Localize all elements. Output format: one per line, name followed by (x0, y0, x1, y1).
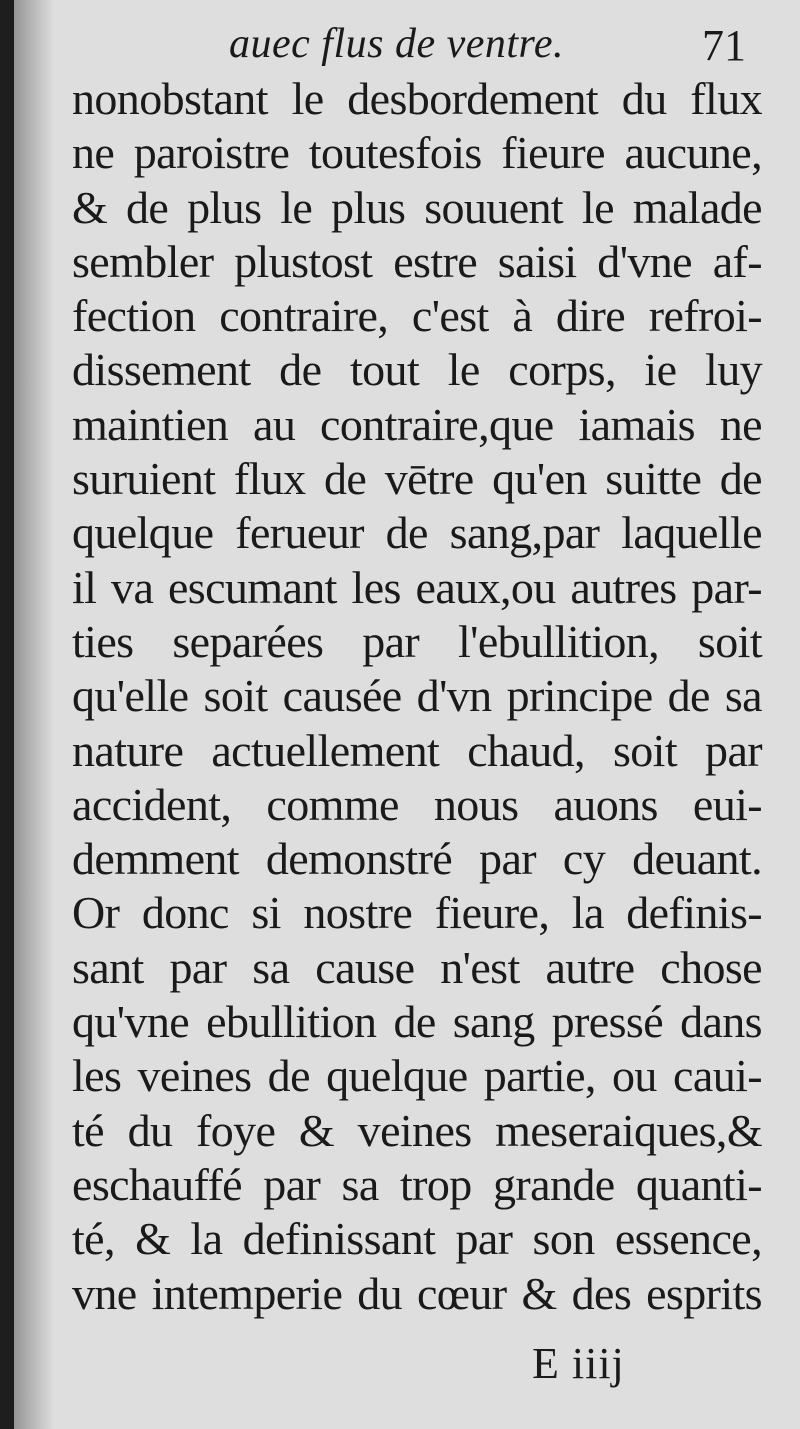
text-line: fection contraire, c'est à dire refroi- (72, 290, 762, 342)
text-line: il va escumant les eaux,ou autres par- (72, 561, 762, 613)
text-line: nature actuellement chaud, soit par (72, 724, 762, 776)
text-line: suruient flux de vētre qu'en suitte de (72, 453, 762, 505)
text-line: Or donc si nostre fieure, la definis- (72, 887, 762, 939)
text-line: té, & la definissant par son essence, (72, 1213, 762, 1265)
text-line: nonobstant le desbordement du flux (72, 73, 762, 124)
text-line: eschauffé par sa trop grande quanti- (72, 1158, 762, 1210)
text-line: maintien au contraire,que iamais ne (72, 398, 762, 450)
text-line: té du foye & veines meseraiques,& (72, 1104, 762, 1156)
text-line: quelque ferueur de sang,par laquelle (72, 507, 762, 559)
gutter-shadow (14, 0, 54, 1429)
text-line: sant par sa cause n'est autre chose (72, 941, 762, 993)
text-line: qu'elle soit causée d'vn principe de sa (72, 670, 762, 722)
text-line: accident, comme nous auons eui- (72, 778, 762, 830)
text-line: qu'vne ebullition de sang pressé dans (72, 996, 762, 1048)
running-title: auec flus de ventre. (229, 21, 564, 67)
text-line: sembler plustost estre saisi d'vne af- (72, 235, 762, 287)
text-line: demment demonstré par cy deuant. (72, 833, 762, 885)
text-line: ties separées par l'ebullition, soit (72, 615, 762, 667)
text-line: les veines de quelque partie, ou caui- (72, 1050, 762, 1102)
page-number: 71 (702, 21, 746, 70)
text-line: ne paroistre toutesfois fieure aucune, (72, 127, 762, 179)
text-line: vne intemperie du cœur & des esprits (72, 1267, 762, 1319)
body-text (72, 72, 762, 1321)
signature-mark: E iiij (532, 1339, 625, 1388)
text-line: dissement de tout le corps, ie luy (72, 344, 762, 396)
text-line: & de plus le plus souuent le malade (72, 181, 762, 233)
page-header (14, 18, 800, 74)
